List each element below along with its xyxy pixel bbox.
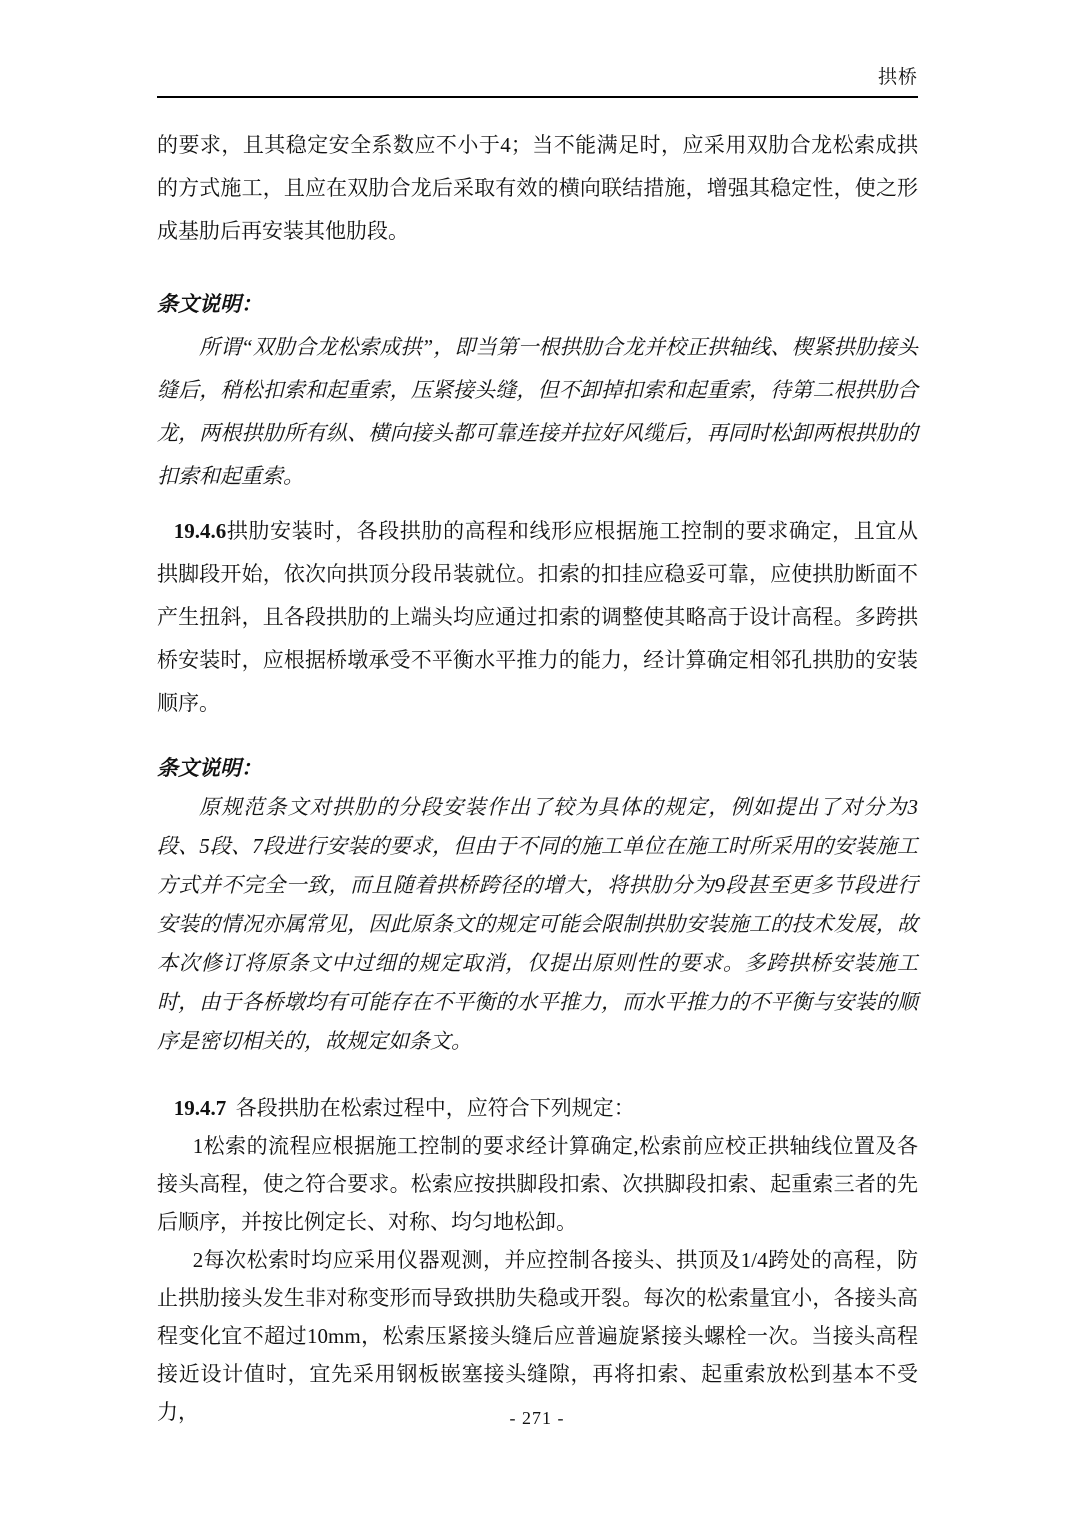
clause-19-4-6	[157, 510, 918, 725]
clause-19-4-7-item-2: 2每次松索时均应采用仪器观测，并应控制各接头、拱顶及1/4跨处的高程，防止拱肋接头发生非对称变形而导致拱肋失稳或开裂。每次的松索量宜小，各接头高程变化宜不超过10mm，松索压紧接头缝后应普遍旋紧接头螺栓一次。当接头高程接近设计值时，宜先采用钢板嵌塞接头缝隙，再将扣索、起重索放松到基本不受力，	[157, 1248, 918, 1424]
note-label-2: 条文说明：	[157, 756, 262, 780]
note-paragraph-2: 原规范条文对拱肋的分段安装作出了较为具体的规定，例如提出了对分为3段、5段、7段进行安装的要求，但由于不同的施工单位在施工时所采用的安装施工方式并不完全一致，而且随着拱桥跨径的增大，将拱肋分为9段甚至更多节段进行安装的情况亦属常见，因此原条文的规定可能会限制拱肋安装施工的技术发展，故本次修订将原条文中过细的规定取消，仅提出原则性的要求。多跨拱桥安装施工时，由于各桥墩均有可能存在不平衡的水平推力，而水平推力的不平衡与安装的顺序是密切相关的，故规定如条文。	[157, 795, 918, 1053]
page-number: - 271 -	[509, 1408, 565, 1428]
clause-19-4-6-text: 拱肋安装时，各段拱肋的高程和线形应根据施工控制的要求确定，且宜从拱脚段开始，依次向拱顶分段吊装就位。扣索的扣挂应稳妥可靠，应使拱肋断面不产生扭斜，且各段拱肋的上端头均应通过扣索的调整使其略高于设计高程。多跨拱桥安装时，应根据桥墩承受不平衡水平推力的能力，经计算确定相邻孔拱肋的安装顺序。	[157, 519, 918, 715]
clause-19-4-7-item-1: 1松索的流程应根据施工控制的要求经计算确定,松索前应校正拱轴线位置及各接头高程，使之符合要求。松索应按拱脚段扣索、次拱脚段扣索、起重索三者的先后顺序，并按比例定长、对称、均匀地松卸。	[157, 1134, 918, 1234]
running-header-title: 拱桥	[877, 67, 918, 88]
clause-19-4-7-number: 19.4.7	[173, 1096, 227, 1120]
note-label-1: 条文说明：	[157, 292, 262, 316]
paragraph-continuation: 的要求，且其稳定安全系数应不小于4；当不能满足时，应采用双肋合龙松索成拱的方式施工，且应在双肋合龙后采取有效的横向联结措施，增强其稳定性，使之形成基肋后再安装其他肋段。	[157, 133, 918, 243]
note-paragraph-1: 所谓“双肋合龙松索成拱”，即当第一根拱肋合龙并校正拱轴线、楔紧拱肋接头缝后，稍松扣索和起重索，压紧接头缝，但不卸掉扣索和起重索，待第二根拱肋合龙，两根拱肋所有纵、横向接头都可靠连接并拉好风缆后，再同时松卸两根拱肋的扣索和起重索。	[157, 335, 918, 488]
clause-19-4-7-text: 各段拱肋在松索过程中，应符合下列规定：	[235, 1096, 635, 1120]
clause-19-4-7	[157, 1089, 918, 1127]
running-header	[157, 0, 918, 98]
clause-19-4-6-number: 19.4.6	[173, 519, 227, 543]
page-content	[157, 0, 918, 1431]
